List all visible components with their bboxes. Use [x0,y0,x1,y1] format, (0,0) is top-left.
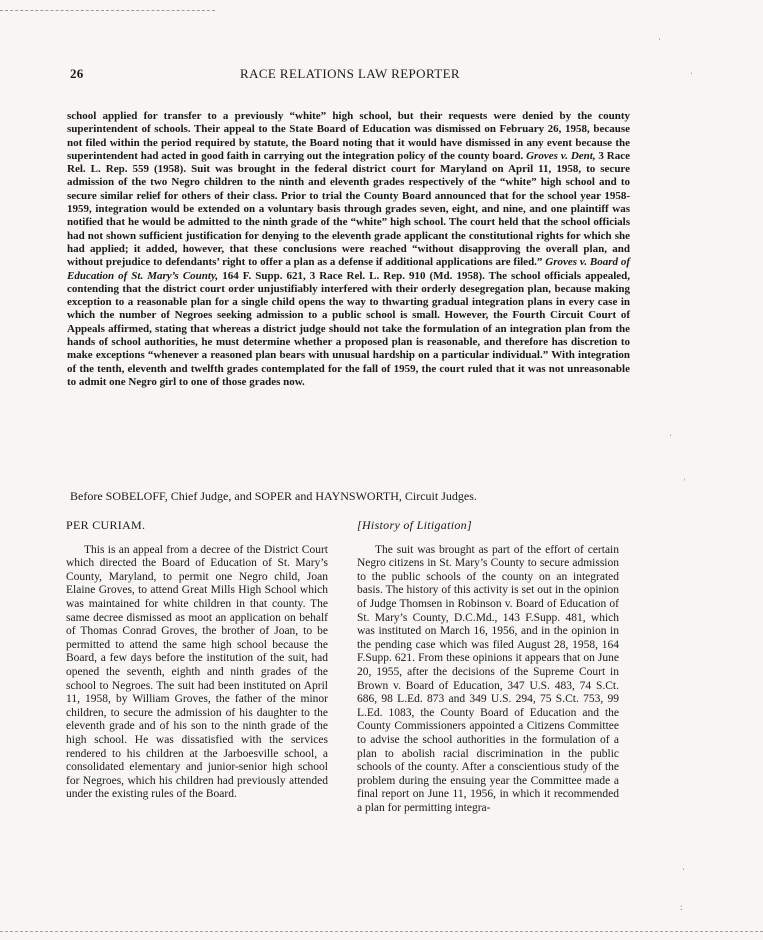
history-heading: [History of Litigation] [357,518,472,532]
case-citation: Groves v. Dent, [526,149,596,162]
page-number: 26 [70,66,84,81]
top-dashed-rule [0,10,215,11]
scan-speck: ˸ [680,904,683,914]
case-summary [67,110,630,389]
summary-text: 164 F. Supp. 621, 3 Race Rel. L. Rep. 910 (Md. 1958). The school officials appealed, contending that the district court order unjustifiably interfered with their orderly desegregation plan, because making exception to a reasonable plan for a single child opens the way to thwarting gradual integration plans in every case in which the number of Negroes seeking admission to a public school is small. However, the Fourth Circuit Court of Appeals affirmed, stating that whereas a district judge should not take the formulation of an integration plan from the hands of school authorities, he must determine whether a proposed plan is reasonable, and therefore has discretion to make exceptions “whenever a reasoned plan bears with unusual hardship on a particular individual.” With integration of the tenth, eleventh and twelfth grades contemplated for the fall of 1959, the court ruled that it was not unreasonable to admit one Negro girl to one of those grades now. [67,269,631,388]
scan-speck: ˈ [682,867,685,877]
scan-speck: ˈ [669,433,672,443]
per-curiam-heading: PER CURIAM. [66,518,146,532]
case-citation: Groves v. Board of Education of St. Mary’s County, [67,256,630,282]
history-paragraph: The suit was brought as part of the effort of certain Negro citizens in St. Mary’s County to secure admission to the public schools of the county on an integrated basis. The history of this activity is set out in the opinion of Judge Thomsen in Robinson v. Board of Education of St. Mary’s County, D.C.Md., 143 F.Supp. 481, which was instituted on March 16, 1956, and in the opinion in the pending case which was filed August 28, 1958, 164 F.Supp. 621. From these opinions it appears that on June 20, 1955, after the decisions of the Supreme Court in Brown v. Board of Education, 347 U.S. 483, 74 S.Ct. 686, 98 L.Ed. 873 and 349 U.S. 294, 75 S.Ct. 753, 99 L.Ed. 1083, the County Board of Education and the County Commissioners appointed a Citizens Committee to advise the school authorities in the formulation of a plan to abolish racial discrimination in the public schools of the county. After a conscientious study of the problem during the ensuing year the Committee made a final report on June 11, 1956, in which it recommended a plan for permitting integra- [357,543,619,814]
running-head: RACE RELATIONS LAW REPORTER [240,66,460,81]
bottom-dashed-rule [0,931,763,932]
scan-speck: ˈ [690,71,693,81]
bench-line: Before SOBELOFF, Chief Judge, and SOPER and HAYNSWORTH, Circuit Judges. [70,489,477,503]
scan-speck: ˙ [658,37,661,47]
scan-speck: ˓ [683,473,686,483]
summary-text: 3 Race Rel. L. Rep. 559 (1958). Suit was brought in the federal district court for Maryland on April 11, 1958, to secure admission of the two Negro children to the ninth and eleventh grades respectively of the “white” high school and to secure similar relief for others of their class. Prior to trial the County Board announced that for the school year 1958-1959, integration would be extended on a voluntary basis through grades seven, eight, and nine, and one plaintiff was notified that he would be admitted to the ninth grade of the “white” high school. The court held that the school officials had not shown sufficient justification for denying to the eleventh grade applicant the constitutional rights for which she had applied; it added, however, that these conclusions were reached “without disapproving the overall plan, and without prejudice to defendants’ right to offer a plan as a defense if additional applications are filed.” [67,149,630,269]
summary-text: school applied for transfer to a previously “white” high school, but their requests were denied by the county superintendent of schools. Their appeal to the State Board of Education was dismissed on February 26, 1958, because not filed within the period required by statute, the Board noting that it would have dismissed in any event because the superintendent had acted in good faith in carrying out the integration policy of the county board. [67,110,630,162]
opinion-paragraph: This is an appeal from a decree of the District Court which directed the Board of Education of St. Mary’s County, Maryland, to permit one Negro child, Joan Elaine Groves, to attend Great Mills High School which was maintained for white children in that county. The same decree dismissed as moot an application on behalf of Thomas Conrad Groves, the brother of Joan, to be permitted to attend the same high school because the Board, a few days before the institution of the suit, had opened the seventh, eighth and ninth grades of the school to Negroes. The suit had been instituted on April 11, 1958, by William Groves, the father of the minor children, to secure the admission of his daughter to the eleventh grade and of his son to the ninth grade of the high school. He was dissatisfied with the services rendered to his children at the Jarboesville school, a consolidated elementary and junior-senior high school for Negroes, which his children had previously attended under the existing rules of the Board. [66,543,328,801]
left-column [66,519,328,802]
right-column [357,519,619,815]
